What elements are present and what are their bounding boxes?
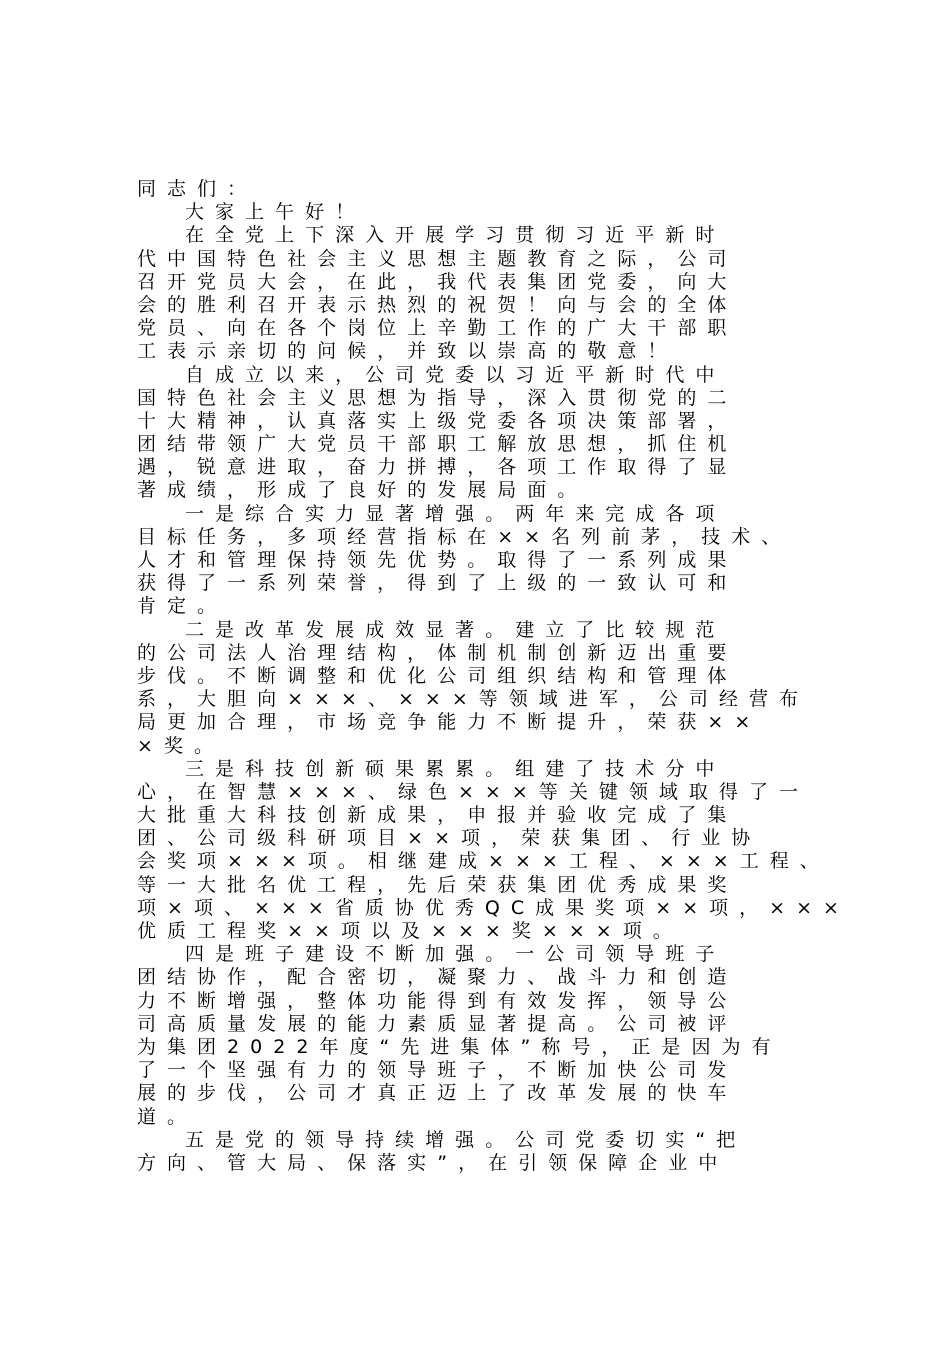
- text-line: 党员、向在各个岗位上辛勤工作的广大干部职: [137, 317, 738, 340]
- text-line: 同志们：: [137, 178, 258, 200]
- text-line: 展的步伐，公司才真正迈上了改革发展的快车: [137, 1082, 738, 1105]
- text-line: 会的胜利召开表示热烈的祝贺！向与会的全体: [137, 293, 738, 316]
- text-line: 优质工程奖××项以及×××奖×××项。: [137, 920, 683, 942]
- text-line: 团结带领广大党员干部职工解放思想，抓住机: [137, 433, 738, 456]
- text-line: 心，在智慧×××、绿色×××等关键领域取得了一: [137, 780, 809, 803]
- text-line: 局更加合理，市场竞争能力不断提升，荣获××: [137, 711, 762, 734]
- text-line: 自成立以来，公司党委以习近平新时代中: [185, 363, 726, 386]
- text-line: 方向、管大局、保落实”，在引领保障企业中: [137, 1151, 729, 1174]
- text-line: 团结协作，配合密切，凝聚力、战斗力和创造: [137, 966, 738, 989]
- text-line: 遇，锐意进取，奋力拼搏，各项工作取得了显: [137, 456, 738, 479]
- text-line: 力不断增强，整体功能得到有效发挥，领导公: [137, 989, 738, 1012]
- text-line: 为集团2022年度“先进集体”称号，正是因为有: [137, 1035, 782, 1058]
- text-line: 司高质量发展的能力素质显著提高。公司被评: [137, 1012, 738, 1035]
- text-line: 大家上午好！: [185, 201, 366, 224]
- text-line: 了一个坚强有力的领导班子，不断加快公司发: [137, 1059, 738, 1082]
- text-line: 会奖项×××项。相继建成×××工程、×××工程、: [137, 850, 830, 873]
- text-line: 召开党员大会，在此，我代表集团党委，向大: [137, 270, 738, 293]
- text-line: 一是综合实力显著增强。两年来完成各项: [185, 502, 726, 525]
- text-line: 代中国特色社会主义思想主题教育之际，公司: [137, 247, 738, 270]
- text-line: 道。: [137, 1105, 198, 1128]
- text-line: 目标任务，多项经营指标在××名列前茅，技术、: [137, 525, 792, 548]
- speech-body-text: [137, 178, 851, 1175]
- text-line: 国特色社会主义思想为指导，深入贯彻党的二: [137, 386, 738, 409]
- text-line: 步伐。不断调整和优化公司组织结构和管理体: [137, 664, 738, 687]
- text-line: 肯定。: [137, 595, 228, 618]
- text-line: 人才和管理保持领先优势。取得了一系列成果: [137, 549, 738, 571]
- text-line: 获得了一系列荣誉，得到了上级的一致认可和: [137, 572, 738, 595]
- text-line: 团、公司级科研项目××项，荣获集团、行业协: [137, 827, 762, 850]
- text-line: 工表示亲切的问候，并致以崇高的敬意！: [137, 340, 678, 363]
- text-line: 系，大胆向×××、×××等领域进军，公司经营布: [137, 688, 809, 711]
- text-line: 在全党上下深入开展学习贯彻习近平新时: [185, 224, 726, 247]
- text-line: 的公司法人治理结构，体制机制创新迈出重要: [137, 641, 738, 664]
- text-line: 项×项、×××省质协优秀QC成果奖项××项，×××: [137, 896, 851, 919]
- text-line: 十大精神，认真落实上级党委各项决策部署，: [137, 409, 738, 432]
- text-line: 五是党的领导持续增强。公司党委切实“把: [185, 1128, 747, 1151]
- text-line: 等一大批名优工程，先后荣获集团优秀成果奖: [137, 873, 738, 896]
- text-line: 著成绩，形成了良好的发展局面。: [137, 479, 588, 502]
- text-line: 四是班子建设不断加强。一公司领导班子: [185, 943, 726, 966]
- text-line: 三是科技创新硕果累累。组建了技术分中: [185, 757, 726, 780]
- text-line: 二是改革发展成效显著。建立了比较规范: [185, 618, 726, 641]
- text-line: ×奖。: [137, 734, 224, 757]
- text-line: 大批重大科技创新成果，申报并验收完成了集: [137, 804, 738, 827]
